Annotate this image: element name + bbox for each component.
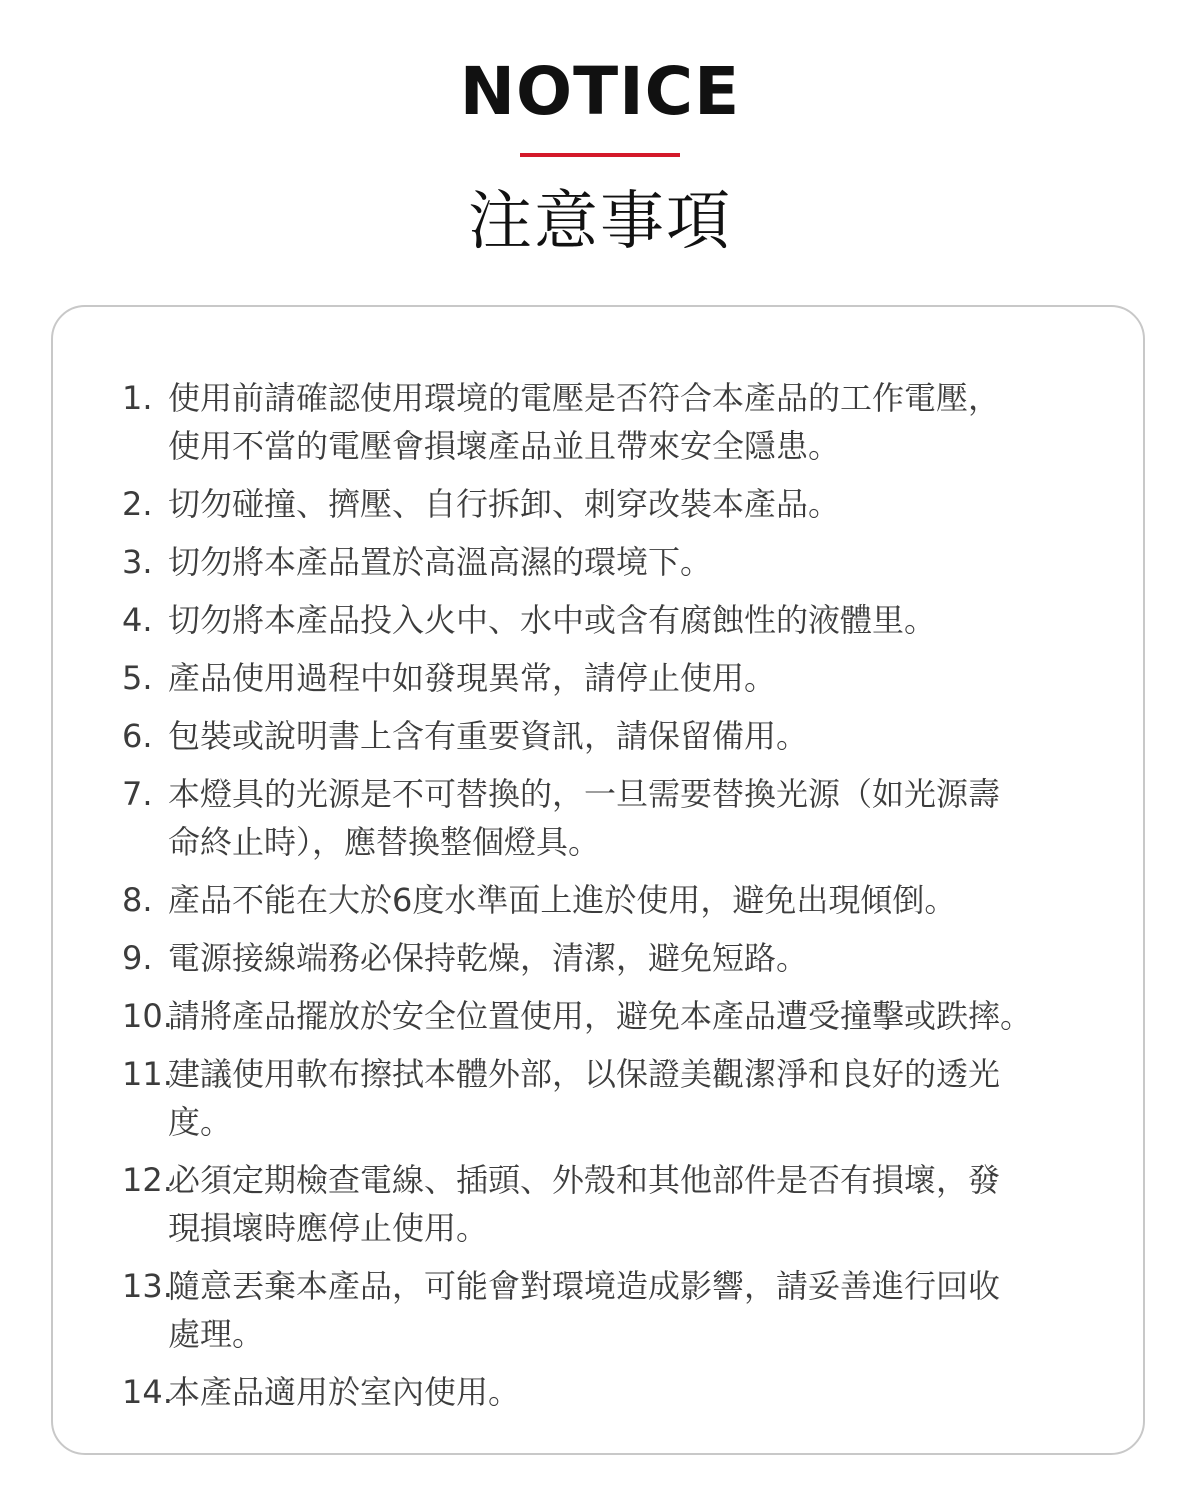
notice-text: 隨意丟棄本產品，可能會對環境造成影響，請妥善進行回收 處理。 xyxy=(168,1267,1001,1353)
notice-item-8 xyxy=(122,876,1102,924)
notice-number: 11. xyxy=(122,1055,173,1093)
notice-item-11 xyxy=(122,1050,1102,1146)
notice-item-6 xyxy=(122,712,1102,760)
notice-number: 6. xyxy=(122,717,153,755)
notice-number: 13. xyxy=(122,1267,173,1305)
notice-text: 使用前請確認使用環境的電壓是否符合本產品的工作電壓， 使用不當的電壓會損壞產品並且帶來安全隱患。 xyxy=(168,379,1001,465)
notice-item-10 xyxy=(122,992,1102,1040)
title-english: NOTICE xyxy=(459,53,741,130)
notice-text: 切勿將本產品投入火中、水中或含有腐蝕性的液體里。 xyxy=(168,601,937,639)
notice-text: 產品使用過程中如發現異常，請停止使用。 xyxy=(168,659,777,697)
notice-number: 9. xyxy=(122,939,153,977)
notice-text: 切勿碰撞、擠壓、自行拆卸、刺穿改裝本產品。 xyxy=(168,485,841,523)
notice-text: 建議使用軟布擦拭本體外部，以保證美觀潔淨和良好的透光 度。 xyxy=(168,1055,1001,1141)
notice-text: 切勿將本產品置於高溫高濕的環境下。 xyxy=(168,543,713,581)
notice-item-13 xyxy=(122,1262,1102,1358)
notice-item-9 xyxy=(122,934,1102,982)
notice-text: 產品不能在大於6度水準面上進於使用，避免出現傾倒。 xyxy=(168,881,957,919)
notice-item-12 xyxy=(122,1156,1102,1252)
notice-number: 8. xyxy=(122,881,153,919)
notice-item-14 xyxy=(122,1368,1102,1416)
title-chinese: 注意事項 xyxy=(468,185,732,259)
notice-item-3 xyxy=(122,538,1102,586)
notice-number: 12. xyxy=(122,1161,173,1199)
notice-number: 1. xyxy=(122,379,153,417)
notice-item-5 xyxy=(122,654,1102,702)
notice-text: 包裝或說明書上含有重要資訊，請保留備用。 xyxy=(168,717,809,755)
notice-item-1 xyxy=(122,374,1102,470)
notice-number: 3. xyxy=(122,543,153,581)
notice-number: 4. xyxy=(122,601,153,639)
notice-text: 本燈具的光源是不可替換的，一旦需要替換光源（如光源壽 命終止時），應替換整個燈具。 xyxy=(168,775,1001,861)
title-divider xyxy=(520,153,680,157)
notice-item-2 xyxy=(122,480,1102,528)
notice-number: 7. xyxy=(122,775,153,813)
notice-number: 2. xyxy=(122,485,153,523)
notice-number: 5. xyxy=(122,659,153,697)
notice-text: 本產品適用於室內使用。 xyxy=(168,1373,521,1411)
notice-number: 10. xyxy=(122,997,173,1035)
notice-item-7 xyxy=(122,770,1102,866)
notice-text: 必須定期檢查電線、插頭、外殼和其他部件是否有損壞，發 現損壞時應停止使用。 xyxy=(168,1161,1001,1247)
notice-item-4 xyxy=(122,596,1102,644)
notice-number: 14. xyxy=(122,1373,173,1411)
notice-text: 電源接線端務必保持乾燥，清潔，避免短路。 xyxy=(168,939,809,977)
notice-text: 請將產品擺放於安全位置使用，避免本產品遭受撞擊或跌摔。 xyxy=(168,997,1033,1035)
notice-list xyxy=(122,374,1102,1426)
